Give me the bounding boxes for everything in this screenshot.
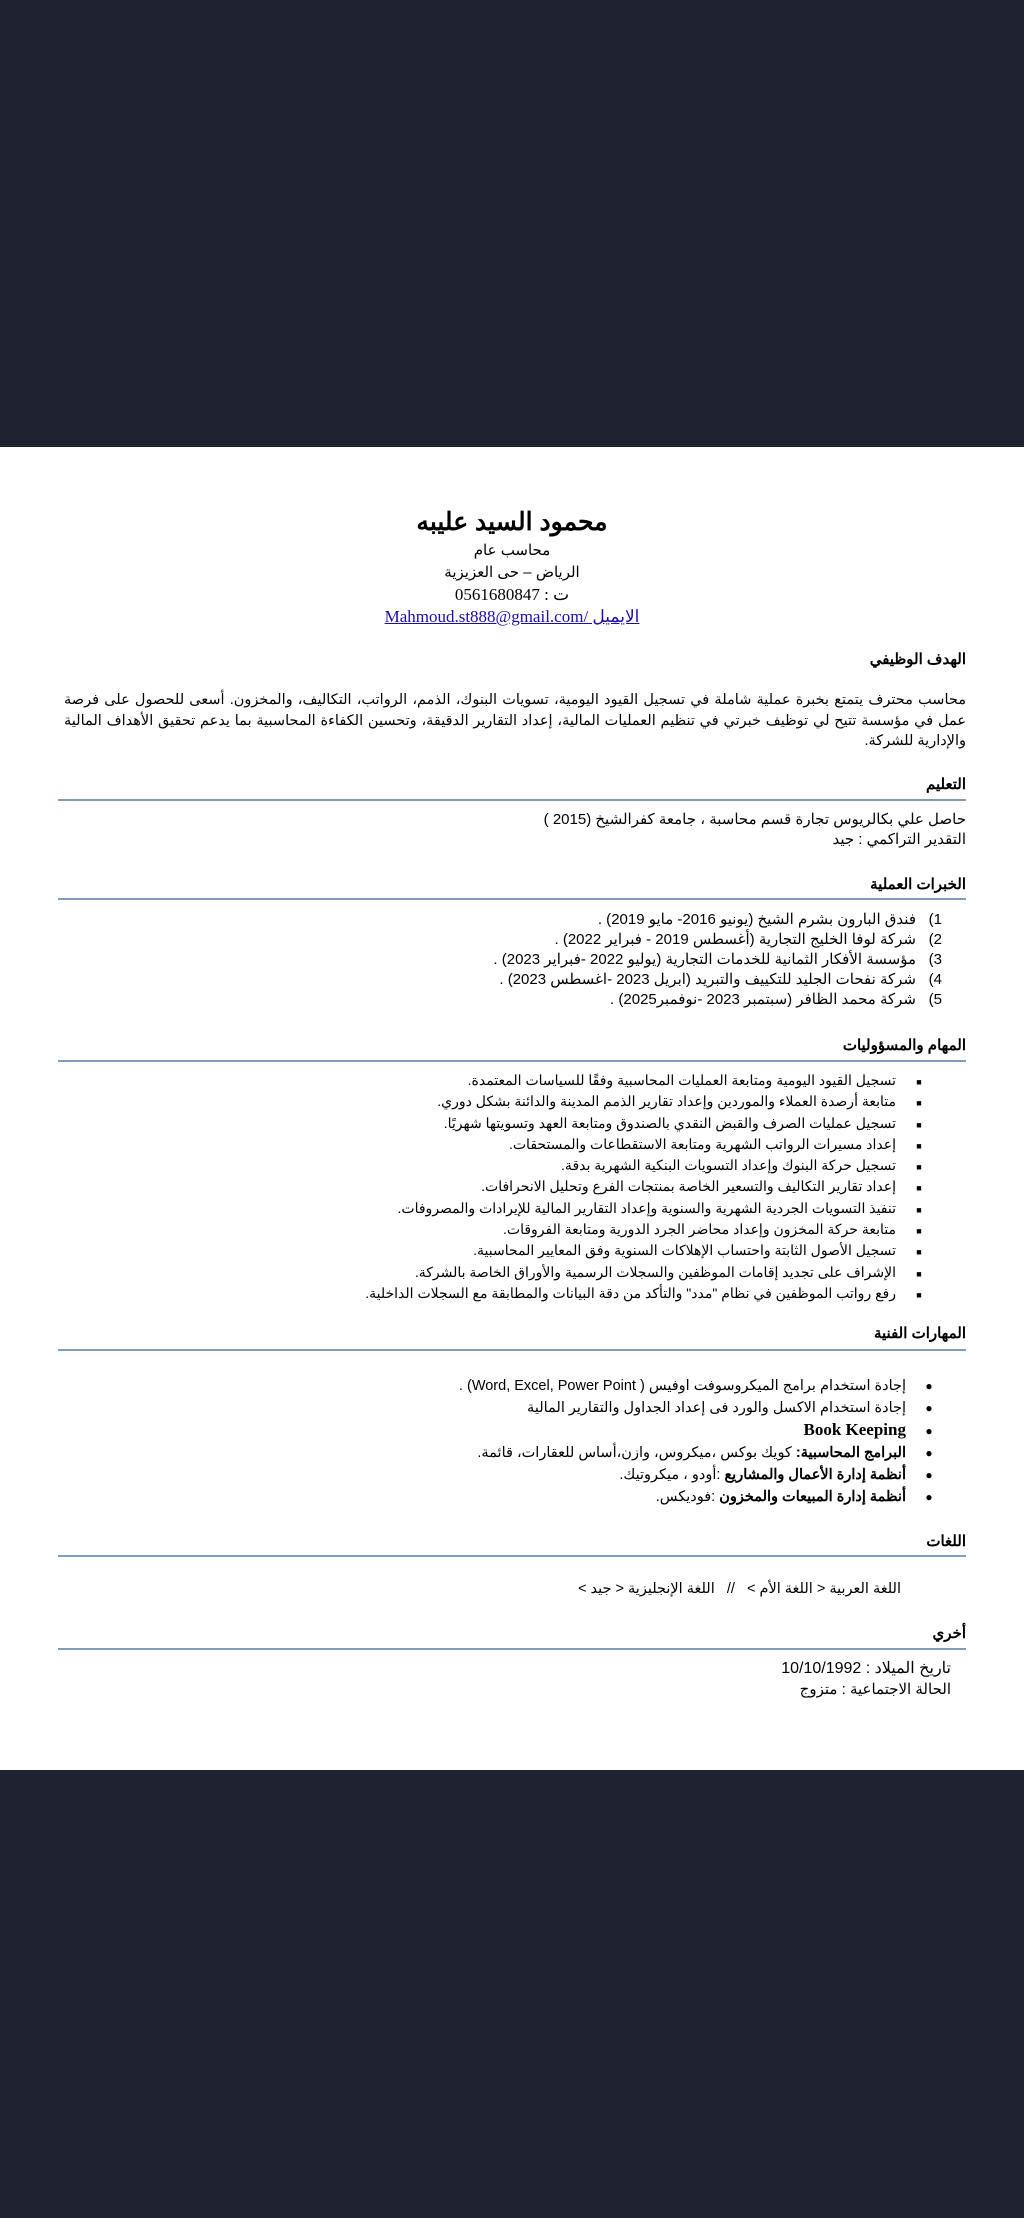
skill-bold: أنظمة إدارة الأعمال والمشاريع [724, 1467, 906, 1483]
skill-text [477, 1442, 906, 1464]
task-item [365, 1071, 942, 1092]
skills-heading: المهارات الفنية [873, 1325, 966, 1342]
education-heading: التعليم [926, 776, 966, 793]
bullet-icon: ● [925, 1401, 933, 1415]
skill-text [619, 1464, 906, 1486]
experience-item [493, 930, 942, 950]
skill-detail: :فوديكس. [655, 1489, 720, 1505]
languages-text: اللغة العربية < اللغة الأم > // اللغة الإنجليزية < جيد > [578, 1581, 901, 1597]
experience-text: فندق البارون بشرم الشيخ (يونيو 2016- مايو 2019) . [597, 911, 916, 928]
skill-item [459, 1375, 952, 1397]
square-bullet-icon: ■ [916, 1140, 922, 1151]
skill-detail: إجادة استخدام برامج الميكروسوفت اوفيس ( Word, Excel, Power Point) . [458, 1378, 906, 1394]
experience-text: شركة نفحات الجليد للتكييف والتبريد (ابريل 2023 -اغسطس 2023) . [499, 971, 916, 988]
email-line [0, 607, 1024, 628]
skill-text [527, 1397, 906, 1419]
square-bullet-icon: ■ [916, 1098, 922, 1109]
skill-detail: :أودو ، ميكروتيك. [619, 1467, 725, 1483]
skill-item [459, 1419, 952, 1442]
email-label[interactable]: الايميل / [583, 607, 640, 626]
tasks-list [365, 1071, 942, 1305]
birth-date: تاريخ الميلاد : 10/10/1992 [781, 1660, 951, 1677]
square-bullet-icon: ■ [916, 1162, 922, 1173]
divider [58, 1060, 966, 1062]
task-item [365, 1199, 942, 1220]
skill-text [459, 1375, 906, 1397]
bullet-icon: ● [925, 1490, 933, 1504]
square-bullet-icon: ■ [916, 1119, 922, 1130]
skill-item [459, 1486, 952, 1508]
phone: ت : 0561680847 [454, 585, 570, 604]
education-degree: حاصل علي بكالريوس تجارة قسم محاسبة ، جامعة كفرالشيخ (2015 ) [543, 811, 966, 828]
divider [58, 1349, 966, 1351]
task-item [365, 1220, 942, 1241]
education-grade: التقدير التراكمي : جيد [832, 831, 966, 848]
task-item [365, 1092, 942, 1113]
item-number: 4) [928, 971, 942, 988]
experience-item [493, 990, 942, 1010]
task-item [365, 1156, 942, 1177]
skill-item [459, 1464, 952, 1486]
task-text: تسجيل الأصول الثابتة واحتساب الإهلاكات السنوية وفق المعايير المحاسبية. [473, 1242, 896, 1259]
divider [58, 1555, 966, 1557]
task-item [365, 1114, 942, 1135]
experience-list [493, 910, 942, 1010]
task-text: متابعة أرصدة العملاء والموردين وإعداد تقارير الذمم المدينة والدائنة بشكل دوري. [437, 1093, 896, 1110]
task-text: رفع رواتب الموظفين في نظام "مدد" والتأكد من دقة البيانات والمطابقة مع السجلات الداخلية. [365, 1284, 896, 1301]
skill-item [459, 1397, 952, 1419]
task-item [365, 1135, 942, 1156]
square-bullet-icon: ■ [916, 1226, 922, 1237]
tasks-heading: المهام والمسؤوليات [842, 1037, 966, 1054]
item-number: 2) [928, 931, 942, 948]
experience-text: شركة لوفا الخليج التجارية (أغسطس 2019 - فبراير 2022) . [554, 931, 916, 948]
resume-page [0, 447, 1024, 1770]
divider [58, 1648, 966, 1650]
square-bullet-icon: ■ [916, 1268, 922, 1279]
task-text: تسجيل القيود اليومية ومتابعة العمليات المحاسبية وفقًا للسياسات المعتمدة. [467, 1072, 896, 1088]
objective-text: محاسب محترف يتمتع بخبرة عملية شاملة في تسجيل القيود اليومية، تسويات البنوك، الذمم، الرواتب، التكاليف، والمخزون. أسعى للحصول على فرصة عمل في مؤسسة تتيح لي توظيف خبرتي في تنظيم العمليات المالية، إعداد التقارير الدقيقة، وتحسين الكفاءة المحاسبية بما يدعم تحقيق الأهداف المالية والإدارية للشركة. [64, 692, 966, 749]
bullet-icon: ● [925, 1446, 933, 1460]
bullet-icon: ● [925, 1468, 933, 1482]
skill-text [804, 1419, 907, 1442]
other-heading: أخري [932, 1625, 966, 1642]
bullet-icon: ● [925, 1379, 933, 1393]
candidate-name: محمود السيد عليبه [416, 508, 608, 536]
item-number: 1) [928, 911, 942, 928]
square-bullet-icon: ■ [916, 1077, 922, 1087]
experience-item [493, 950, 942, 970]
task-text: الإشراف على تجديد إقامات الموظفين والسجلات الرسمية والأوراق الخاصة بالشركة. [414, 1263, 896, 1280]
task-item [365, 1263, 942, 1284]
skill-detail: إجادة استخدام الاكسل والورد فى إعداد الجداول والتقارير المالية [527, 1400, 906, 1416]
skill-bold: Book Keeping [803, 1420, 906, 1439]
skill-detail: كويك بوكس ،ميكروس، وازن،أساس للعقارات، قائمة. [477, 1445, 796, 1461]
job-title: محاسب عام [473, 542, 551, 559]
email-link[interactable]: Mahmoud.st888@gmail.com [384, 607, 584, 626]
objective-heading: الهدف الوظيفي [869, 651, 966, 668]
marital-status: الحالة الاجتماعية : متزوج [799, 1681, 951, 1698]
square-bullet-icon: ■ [916, 1289, 922, 1300]
task-text: تسجيل حركة البنوك وإعداد التسويات البنكية الشهرية بدقة. [561, 1157, 896, 1174]
square-bullet-icon: ■ [916, 1183, 922, 1194]
task-text: إعداد تقارير التكاليف والتسعير الخاصة بمنتجات الفرع وتحليل الانحرافات. [481, 1178, 896, 1195]
task-text: تسجيل عمليات الصرف والقبض النقدي بالصندوق ومتابعة العهد وتسويتها شهريًا. [443, 1114, 896, 1131]
skill-bold: البرامج المحاسبية: [795, 1445, 906, 1461]
skill-text [656, 1486, 906, 1508]
square-bullet-icon: ■ [916, 1204, 922, 1215]
experience-item [493, 910, 942, 930]
task-item [365, 1177, 942, 1198]
task-item [365, 1284, 942, 1305]
languages-heading: اللغات [926, 1533, 966, 1550]
square-bullet-icon: ■ [916, 1247, 922, 1258]
item-number: 3) [928, 951, 942, 968]
divider [58, 898, 966, 900]
task-item [365, 1241, 942, 1262]
experience-heading: الخبرات العملية [870, 876, 966, 893]
skills-list [459, 1375, 952, 1508]
experience-text: مؤسسة الأفكار الثمانية للخدمات التجارية (يوليو 2022 -فبراير 2023) . [493, 951, 916, 968]
experience-item [493, 970, 942, 990]
task-text: متابعة حركة المخزون وإعداد محاضر الجرد الدورية ومتابعة الفروقات. [503, 1221, 896, 1238]
skill-item [459, 1442, 952, 1464]
bullet-icon: ● [925, 1424, 933, 1438]
task-text: تنفيذ التسويات الجردية الشهرية والسنوية وإعداد التقارير المالية للإيرادات والمصروفات. [397, 1199, 896, 1216]
item-number: 5) [928, 991, 942, 1008]
experience-text: شركة محمد الظافر (سبتمبر 2023 -نوفمبر2025) . [610, 991, 916, 1008]
divider [58, 799, 966, 801]
skill-bold: أنظمة إدارة المبيعات والمخزون [719, 1489, 906, 1505]
address: الرياض – حى العزيزية [444, 564, 580, 581]
task-text: إعداد مسيرات الرواتب الشهرية ومتابعة الاستقطاعات والمستحقات. [508, 1135, 896, 1152]
